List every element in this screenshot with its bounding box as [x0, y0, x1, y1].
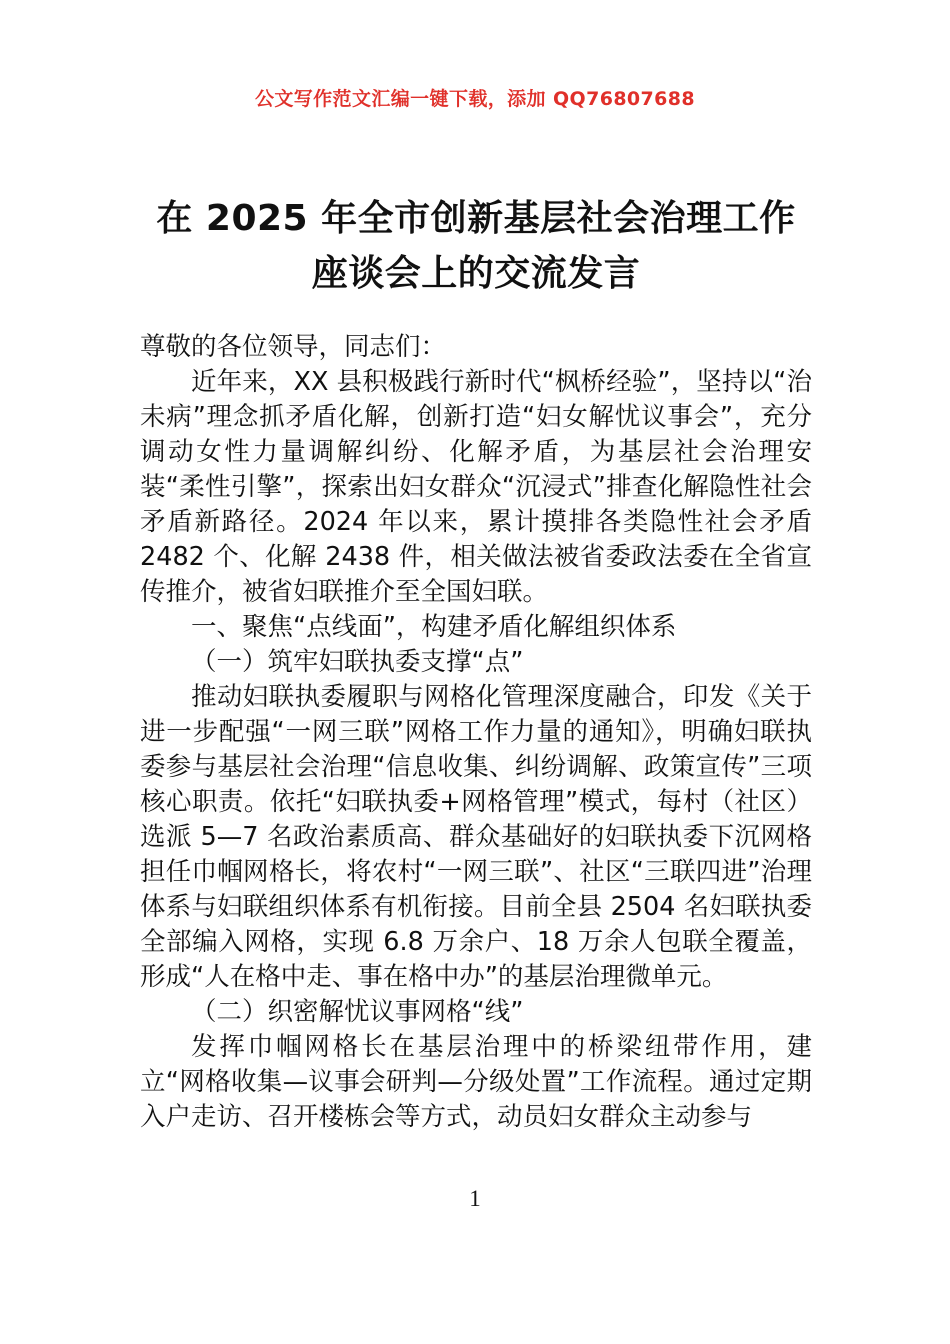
paragraph-body-1-1: 推动妇联执委履职与网格化管理深度融合，印发《关于进一步配强“一网三联”网格工作力量的通知》，明确妇联执委参与基层社会治理“信息收集、纠纷调解、政策宣传”三项核心职责。依托“妇联执委+网格管理”模式，每村（社区）选派 5—7 名政治素质高、群众基础好的妇联执委下沉网格担任巾帼网格长，将农村“一网三联”、社区“三联四进”治理体系与妇联组织体系有机衔接。目前全县 2504 名妇联执委全部编入网格，实现 6.8 万余户、18 万余人包联全覆盖，形成“人在格中走、事在格中办”的基层治理微单元。 [140, 682, 812, 992]
paragraph-body-1-2: 发挥巾帼网格长在基层治理中的桥梁纽带作用，建立“网格收集—议事会研判—分级处置”工作流程。通过定期入户走访、召开楼栋会等方式，动员妇女群众主动参与 [140, 1032, 812, 1132]
heading-subsection-1-2: （二）织密解忧议事网格“线” [191, 997, 524, 1027]
paragraph-salutation: 尊敬的各位领导，同志们： [140, 332, 447, 362]
watermark-banner: 公文写作范文汇编一键下载，添加 QQ76807688 [254, 88, 696, 110]
paragraph-opening-summary: 近年来，XX 县积极践行新时代“枫桥经验”，坚持以“治未病”理念抓矛盾化解，创新打造“妇女解忧议事会”，充分调动女性力量调解纠纷、化解矛盾，为基层社会治理安装“柔性引擎”，探索出妇女群众“沉浸式”排查化解隐性社会矛盾新路径。2024 年以来，累计摸排各类隐性社会矛盾 2482 个、化解 2438 件，相关做法被省委政法委在全省宣传推介，被省妇联推介至全国妇联。 [140, 367, 812, 607]
document-body [140, 330, 812, 1135]
page-title: 在 2025 年全市创新基层社会治理工作座谈会上的交流发言 [156, 198, 796, 294]
page-number: 1 [469, 1186, 481, 1211]
heading-subsection-1-1: （一）筑牢妇联执委支撑“点” [191, 647, 524, 677]
heading-section-1: 一、聚焦“点线面”，构建矛盾化解组织体系 [191, 612, 677, 642]
